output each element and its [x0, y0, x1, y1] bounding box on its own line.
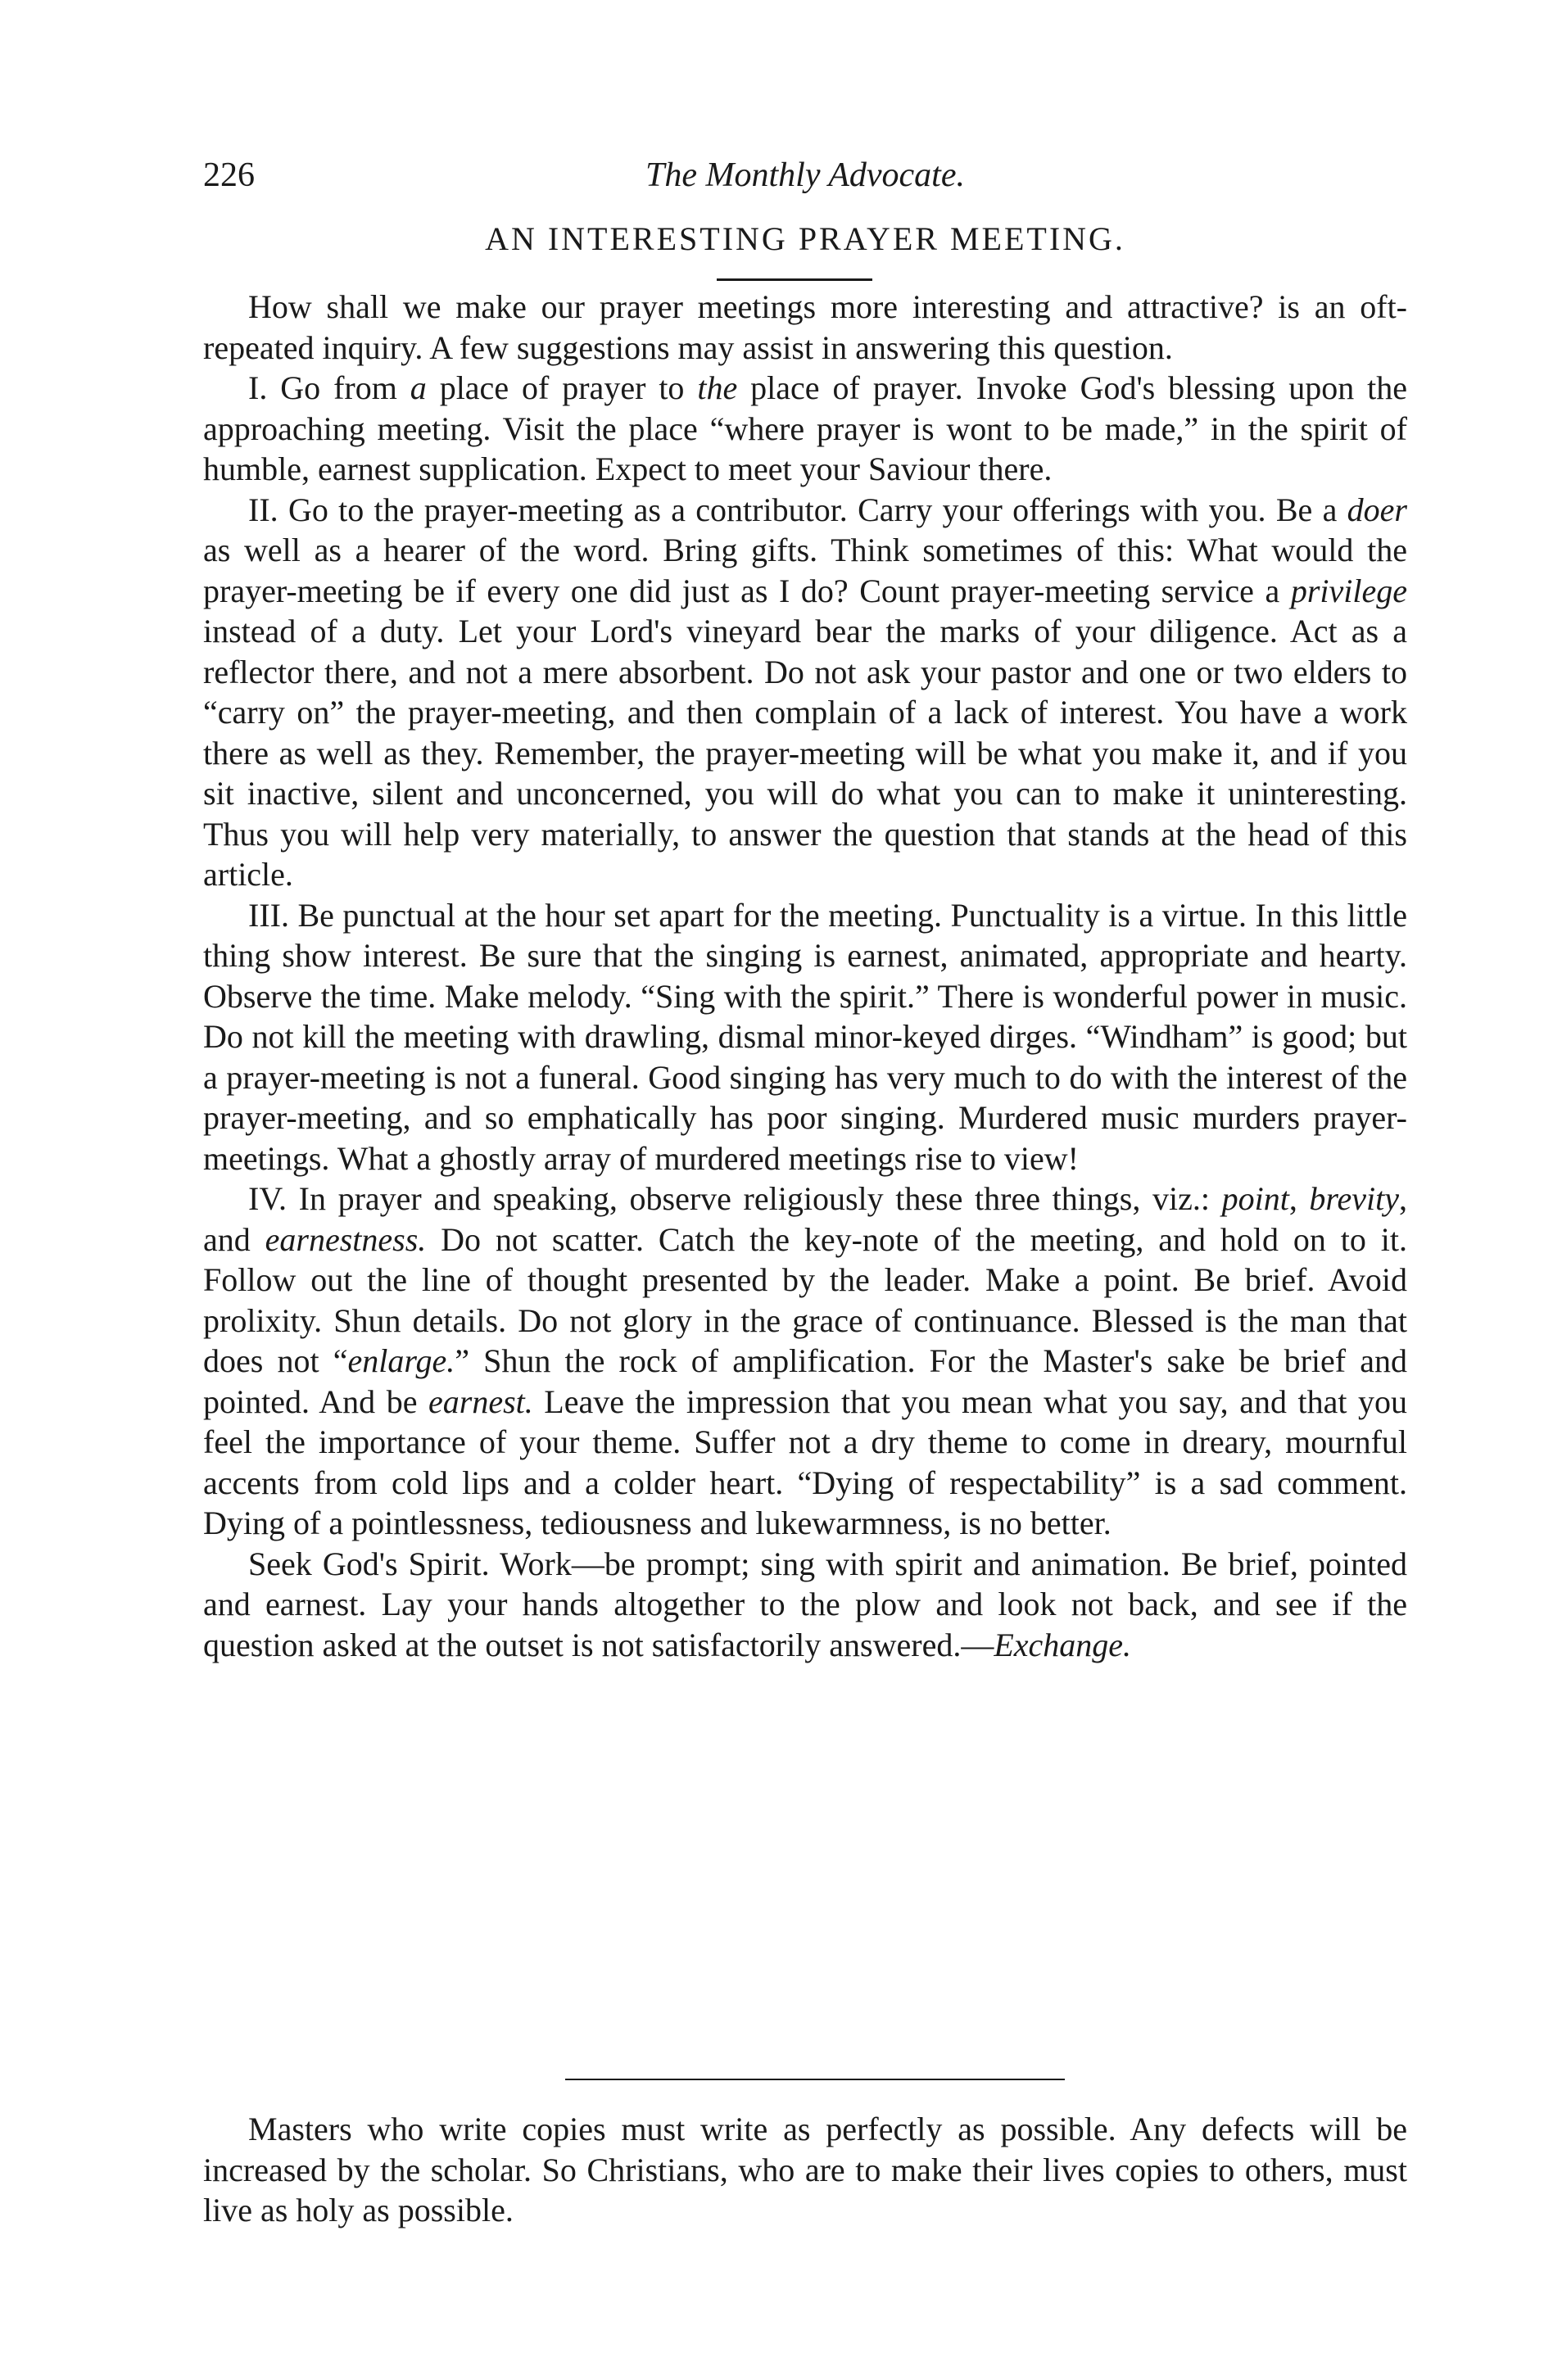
closing-note	[203, 2109, 1407, 2231]
point-4-paragraph: IV. In prayer and speaking, observe religiously these three things, viz.: point, brevity, and earnestness. Do not scatter. Catch the key-note of the meeting, and hold on to it. Follow out the line of thought presented by the leader. Make a point. Be brief. Avoid prolixity. Shun details. Do not glory in the grace of continuance. Blessed is the man that does not “enlarge.” Shun the rock of amplification. For the Master's sake be brief and pointed. And be earnest. Leave the impression that you mean what you say, and that you feel the importance of your theme. Suffer not a dry theme to come in dreary, mournful accents from cold lips and a colder heart. “Dying of respectability” is a sad comment. Dying of a pointlessness, tediousness and lukewarmness, is no better.	[203, 1180, 1408, 1541]
conclusion-paragraph: Seek God's Spirit. Work—be prompt; sing with spirit and animation. Be brief, pointed and earnest. Lay your hands altogether to the plow and look not back, and see if the question asked at the outset is not satisfactorily answered.—Exchange.	[203, 1545, 1407, 1663]
title-rule	[717, 278, 872, 281]
point-1-number: I.	[248, 369, 268, 406]
intro-paragraph: How shall we make our prayer meetings more interesting and attractive? is an oft-repeated inquiry. A few suggestions may assist in answering this question.	[203, 288, 1407, 366]
closing-paragraph: Masters who write copies must write as perfectly as possible. Any defects will be increased by the scholar. So Christians, who are to make their lives copies to others, must live as holy as possible.	[203, 2111, 1407, 2228]
point-2-paragraph: II. Go to the prayer-meeting as a contributor. Carry your offerings with you. Be a doer as well as a hearer of the word. Bring gifts. Think sometimes of this: What would the prayer-meeting be if every one did just as I do? Count prayer-meeting service a privilege instead of a duty. Let your Lord's vineyard bear the marks of your diligence. Act as a reflector there, and not a mere absorbent. Do not ask your pastor and one or two elders to “carry on” the prayer-meeting, and then complain of a lack of interest. You have a work there as well as they. Remember, the prayer-meeting will be what you make it, and if you sit inactive, silent and unconcerned, you will do what you can to make it uninteresting. Thus you will help very materially, to answer the question that stands at the head of this article.	[203, 491, 1407, 893]
point-3-number: III.	[248, 896, 289, 934]
running-head	[203, 156, 1407, 197]
section-divider	[565, 2079, 1065, 2080]
point-1-paragraph: I. Go from a place of prayer to the place of prayer. Invoke God's blessing upon the approaching meeting. Visit the place “where prayer is wont to be made,” in the spirit of humble, earnest supplication. Expect to meet your Saviour there.	[203, 369, 1407, 487]
point-4-number: IV.	[248, 1180, 287, 1217]
point-2-number: II.	[248, 491, 278, 528]
article-title: AN INTERESTING PRAYER MEETING.	[485, 220, 1125, 257]
article-body	[203, 287, 1407, 1665]
source-credit: Exchange.	[994, 1626, 1132, 1663]
running-title: The Monthly Advocate.	[645, 156, 965, 194]
page-number: 226	[203, 156, 255, 194]
point-3-paragraph: III. Be punctual at the hour set apart for the meeting. Punctuality is a virtue. In this little thing show interest. Be sure that the singing is earnest, animated, appropriate and hearty. Observe the time. Make melody. “Sing with the spirit.” There is wonderful power in music. Do not kill the meeting with drawling, dismal minor-keyed dirges. “Windham” is good; but a prayer-meeting is not a funeral. Good singing has very much to do with the interest of the prayer-meeting, and so emphatically has poor singing. Murdered music murders prayer-meetings. What a ghostly array of murdered meetings rise to view!	[203, 896, 1408, 1177]
